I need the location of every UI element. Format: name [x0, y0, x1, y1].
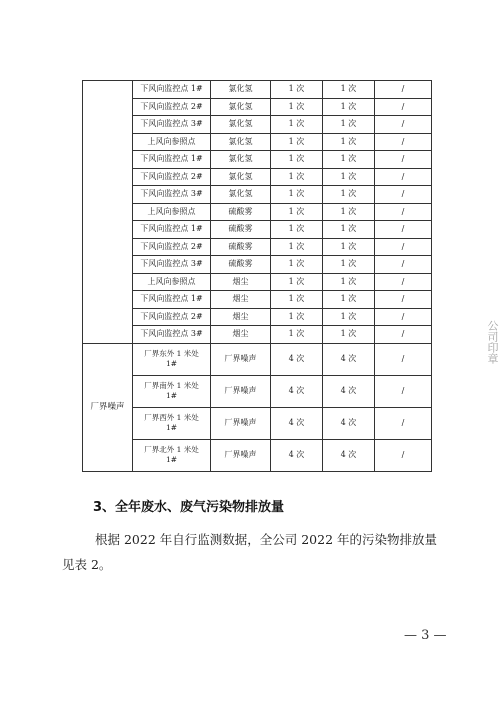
frequency-1: 4 次 — [271, 343, 323, 375]
table-row — [83, 308, 432, 326]
table-row — [83, 116, 432, 134]
monitor-point-line1: 厂界南外 1 米处 — [144, 381, 199, 390]
table-row — [83, 168, 432, 186]
group-cell-noise: 厂界噪声 — [83, 343, 133, 471]
monitor-point: 上风向参照点 — [133, 273, 211, 291]
pollutant: 氯化氢 — [211, 133, 271, 151]
frequency-2: 1 次 — [323, 81, 375, 99]
frequency-2: 1 次 — [323, 116, 375, 134]
pollutant: 氯化氢 — [211, 116, 271, 134]
pollutant: 硫酸雾 — [211, 221, 271, 239]
note: / — [375, 343, 432, 375]
monitor-point-line1: 厂界东外 1 米处 — [144, 349, 199, 358]
frequency-1: 1 次 — [271, 326, 323, 344]
table-row — [83, 326, 432, 344]
table-row — [83, 291, 432, 309]
monitor-point-line2: 1# — [165, 423, 178, 432]
monitor-point: 下风向监控点 1# — [133, 151, 211, 169]
monitor-point: 上风向参照点 — [133, 203, 211, 221]
pollutant: 厂界噪声 — [211, 439, 271, 471]
frequency-1: 1 次 — [271, 151, 323, 169]
monitor-point: 上风向参照点 — [133, 133, 211, 151]
note: / — [375, 407, 432, 439]
frequency-1: 1 次 — [271, 291, 323, 309]
frequency-2: 4 次 — [323, 375, 375, 407]
monitor-point-line2: 1# — [165, 455, 178, 464]
pollutant: 氯化氢 — [211, 186, 271, 204]
monitor-point: 下风向监控点 3# — [133, 326, 211, 344]
frequency-1: 4 次 — [271, 375, 323, 407]
pollutant: 氯化氢 — [211, 168, 271, 186]
section-heading: 3、全年废水、废气污染物排放量 — [93, 500, 285, 515]
frequency-2: 1 次 — [323, 238, 375, 256]
note: / — [375, 256, 432, 274]
note: / — [375, 439, 432, 471]
frequency-2: 1 次 — [323, 133, 375, 151]
monitoring-table — [82, 80, 432, 472]
frequency-2: 4 次 — [323, 407, 375, 439]
frequency-2: 1 次 — [323, 326, 375, 344]
frequency-2: 1 次 — [323, 291, 375, 309]
frequency-1: 1 次 — [271, 256, 323, 274]
monitor-point: 下风向监控点 1# — [133, 291, 211, 309]
pollutant: 硫酸雾 — [211, 203, 271, 221]
pollutant: 烟尘 — [211, 291, 271, 309]
frequency-1: 1 次 — [271, 203, 323, 221]
table-row — [83, 256, 432, 274]
note: / — [375, 291, 432, 309]
pollutant: 烟尘 — [211, 308, 271, 326]
frequency-1: 1 次 — [271, 133, 323, 151]
pollutant: 硫酸雾 — [211, 238, 271, 256]
note: / — [375, 375, 432, 407]
note: / — [375, 326, 432, 344]
frequency-2: 1 次 — [323, 186, 375, 204]
body-paragraph: 根据 2022 年自行监测数据，全公司 2022 年的污染物排放量见表 2。 — [62, 532, 438, 572]
frequency-2: 4 次 — [323, 343, 375, 375]
note: / — [375, 98, 432, 116]
monitor-point-line2: 1# — [165, 391, 178, 400]
table-row — [83, 407, 432, 439]
monitor-point: 下风向监控点 3# — [133, 256, 211, 274]
frequency-2: 1 次 — [323, 256, 375, 274]
frequency-1: 1 次 — [271, 116, 323, 134]
table-row — [83, 203, 432, 221]
frequency-1: 4 次 — [271, 439, 323, 471]
table-row — [83, 238, 432, 256]
frequency-1: 1 次 — [271, 186, 323, 204]
monitor-point: 下风向监控点 1# — [133, 221, 211, 239]
frequency-1: 1 次 — [271, 81, 323, 99]
frequency-1: 1 次 — [271, 308, 323, 326]
table-row — [83, 186, 432, 204]
monitor-point: 下风向监控点 1# — [133, 81, 211, 99]
monitor-point — [133, 375, 211, 407]
note: / — [375, 133, 432, 151]
frequency-2: 4 次 — [323, 439, 375, 471]
table-row — [83, 273, 432, 291]
monitor-point: 下风向监控点 3# — [133, 116, 211, 134]
frequency-2: 1 次 — [323, 308, 375, 326]
note: / — [375, 308, 432, 326]
pollutant: 氯化氢 — [211, 98, 271, 116]
monitor-point: 下风向监控点 2# — [133, 98, 211, 116]
frequency-1: 1 次 — [271, 168, 323, 186]
pollutant: 氯化氢 — [211, 81, 271, 99]
frequency-2: 1 次 — [323, 273, 375, 291]
monitor-point: 下风向监控点 2# — [133, 168, 211, 186]
group-cell-air — [83, 81, 133, 344]
monitor-point — [133, 407, 211, 439]
side-stamp-mark: 公司印章 — [486, 320, 499, 364]
note: / — [375, 273, 432, 291]
pollutant: 厂界噪声 — [211, 407, 271, 439]
monitor-point-line2: 1# — [165, 359, 178, 368]
note: / — [375, 168, 432, 186]
monitor-point — [133, 439, 211, 471]
table-row — [83, 81, 432, 99]
pollutant: 烟尘 — [211, 326, 271, 344]
table-row — [83, 439, 432, 471]
note: / — [375, 186, 432, 204]
table-row — [83, 375, 432, 407]
monitor-point — [133, 343, 211, 375]
monitor-point-line1: 厂界北外 1 米处 — [144, 445, 199, 454]
table-row — [83, 151, 432, 169]
monitor-point: 下风向监控点 2# — [133, 238, 211, 256]
table-row — [83, 343, 432, 375]
table-row — [83, 133, 432, 151]
frequency-2: 1 次 — [323, 221, 375, 239]
note: / — [375, 116, 432, 134]
frequency-1: 1 次 — [271, 221, 323, 239]
frequency-1: 1 次 — [271, 273, 323, 291]
pollutant: 硫酸雾 — [211, 256, 271, 274]
frequency-1: 4 次 — [271, 407, 323, 439]
note: / — [375, 203, 432, 221]
pollutant: 厂界噪声 — [211, 343, 271, 375]
note: / — [375, 81, 432, 99]
table-row — [83, 98, 432, 116]
monitor-point-line1: 厂界西外 1 米处 — [144, 413, 199, 422]
monitor-point: 下风向监控点 3# — [133, 186, 211, 204]
pollutant: 烟尘 — [211, 273, 271, 291]
frequency-2: 1 次 — [323, 168, 375, 186]
frequency-1: 1 次 — [271, 238, 323, 256]
note: / — [375, 151, 432, 169]
frequency-2: 1 次 — [323, 151, 375, 169]
frequency-1: 1 次 — [271, 98, 323, 116]
note: / — [375, 238, 432, 256]
frequency-2: 1 次 — [323, 203, 375, 221]
pollutant: 氯化氢 — [211, 151, 271, 169]
monitor-point: 下风向监控点 2# — [133, 308, 211, 326]
frequency-2: 1 次 — [323, 98, 375, 116]
table-row — [83, 221, 432, 239]
pollutant: 厂界噪声 — [211, 375, 271, 407]
note: / — [375, 221, 432, 239]
page-number: — 3 — — [404, 628, 447, 643]
